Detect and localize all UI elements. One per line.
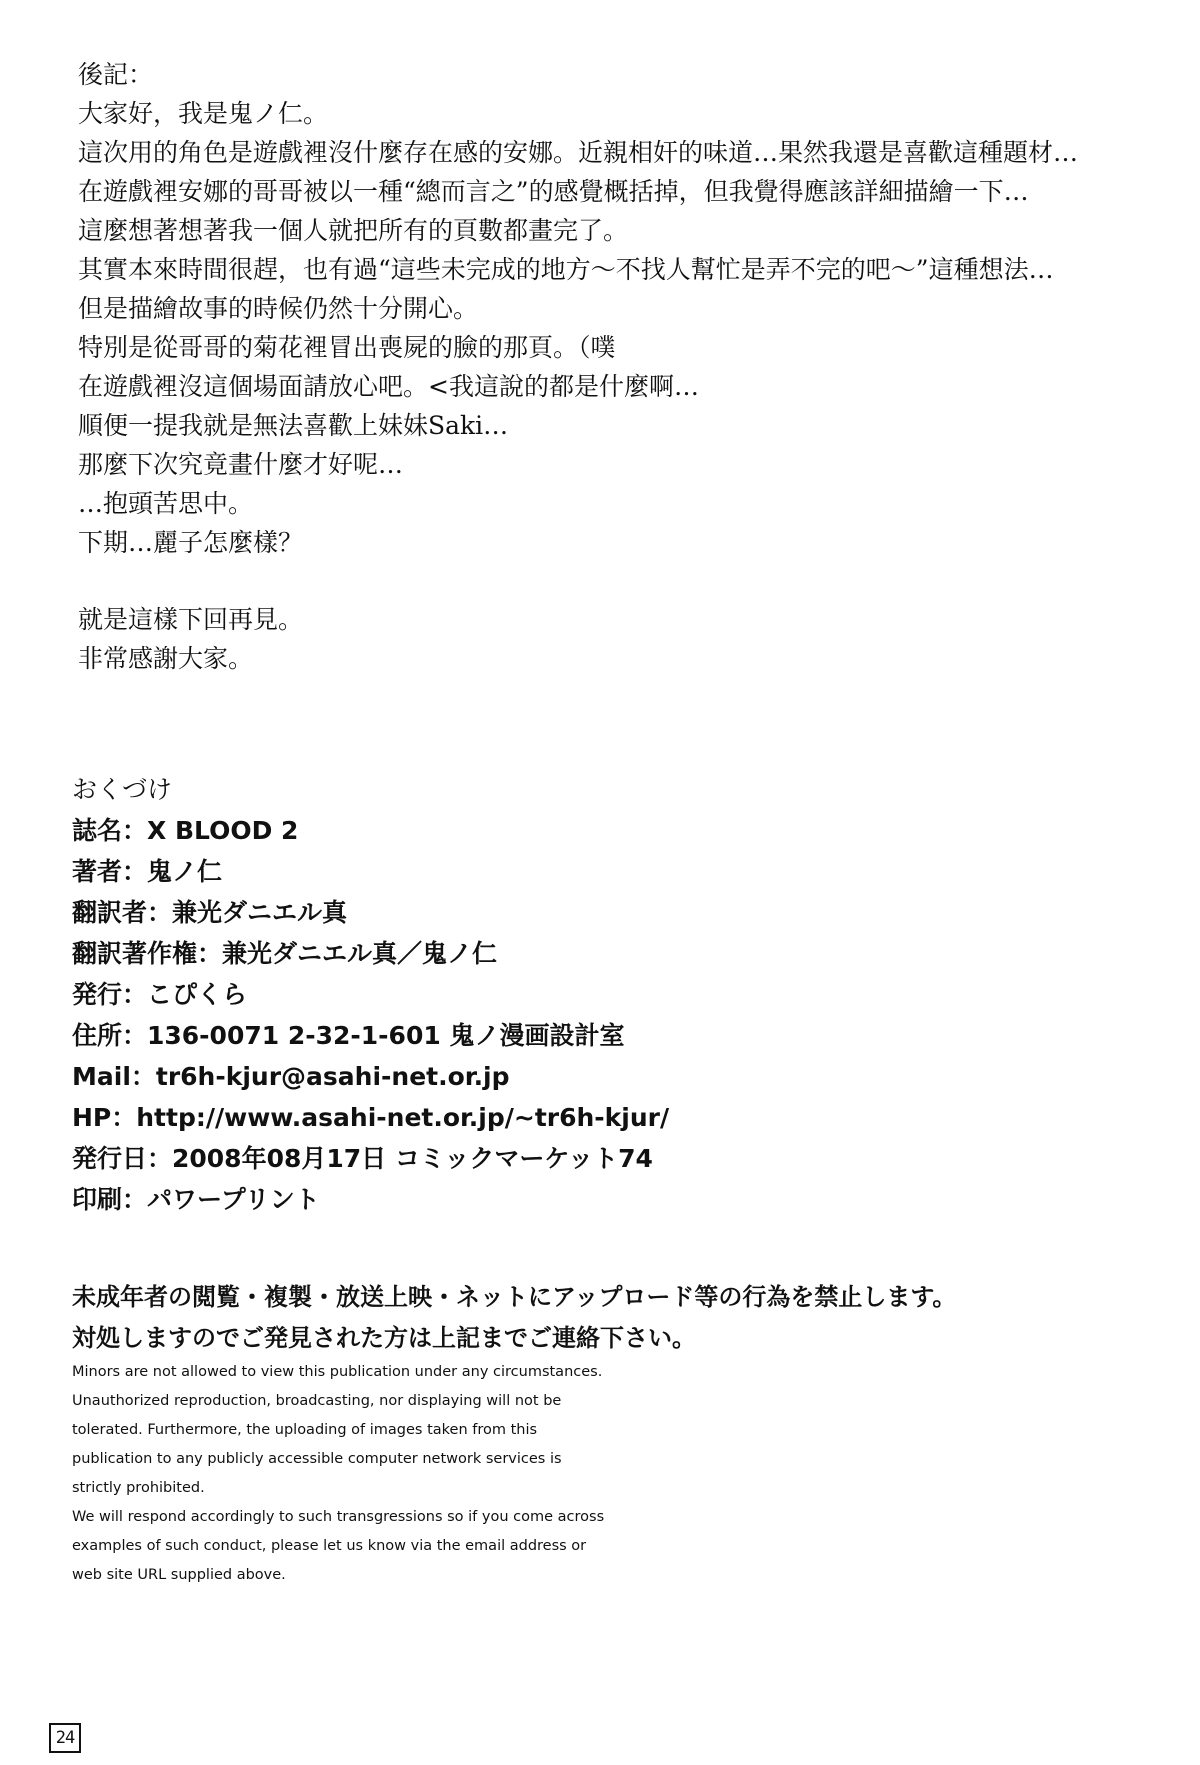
afterword-line: 這次用的角色是遊戲裡沒什麼存在感的安娜。近親相奸的味道…果然我還是喜歡這種題材… [78, 138, 1079, 167]
notice-japanese-line: 未成年者の閲覧・複製・放送上映・ネットにアップロード等の行為を禁止します。 [72, 1283, 957, 1311]
afterword-line: 其實本來時間很趕，也有過“這些未完成的地方～不找人幫忙是弄不完的吧～”這種想法… [78, 255, 1054, 284]
afterword-line: 非常感謝大家。 [78, 644, 254, 673]
colophon-mail: Mail：tr6h-kjur@asahi-net.or.jp [72, 1062, 510, 1091]
notice-english-line: tolerated. Furthermore, the uploading of images taken from this [72, 1422, 538, 1438]
colophon-homepage: HP：http://www.asahi-net.or.jp/~tr6h-kjur/ [72, 1103, 670, 1132]
afterword-line: 在遊戲裡安娜的哥哥被以一種“總而言之”的感覺概括掉，但我覺得應該詳細描繪一下… [78, 177, 1029, 206]
afterword-line: 下期…麗子怎麼樣？ [78, 528, 304, 557]
colophon-publisher: 発行：こぴくら [72, 980, 248, 1009]
notice-japanese-line: 対処しますのでご発見された方は上記までご連絡下さい。 [72, 1324, 696, 1352]
afterword-line: 但是描繪故事的時候仍然十分開心。 [78, 294, 479, 323]
notice-english-line: Minors are not allowed to view this publication under any circumstances. [72, 1364, 603, 1380]
afterword-line: …抱頭苦思中。 [78, 489, 254, 518]
colophon-address: 住所：136-0071 2-32-1-601 鬼ノ漫画設計室 [72, 1021, 625, 1050]
afterword-line: 那麼下次究竟畫什麼才好呢… [78, 450, 404, 479]
notice-english-line: web site URL supplied above. [72, 1567, 286, 1583]
colophon-translation-copyright: 翻訳著作権：兼光ダニエル真／鬼ノ仁 [72, 939, 498, 968]
afterword-line: 大家好，我是鬼ノ仁。 [78, 99, 329, 128]
afterword-line: 這麼想著想著我一個人就把所有的頁數都畫完了。 [78, 216, 629, 245]
afterword-heading: 後記： [78, 60, 154, 89]
colophon-translator: 翻訳者：兼光ダニエル真 [72, 898, 348, 927]
colophon-heading: おくづけ [72, 775, 173, 804]
afterword-line: 順便一提我就是無法喜歡上妹妹Saki… [78, 411, 509, 440]
notice-english-line: strictly prohibited. [72, 1480, 205, 1496]
notice-english-line: Unauthorized reproduction, broadcasting, nor displaying will not be [72, 1393, 562, 1409]
notice-english-line: examples of such conduct, please let us know via the email address or [72, 1538, 587, 1554]
notice-english-line: We will respond accordingly to such transgressions so if you come across [72, 1509, 605, 1525]
colophon-author: 著者：鬼ノ仁 [72, 857, 223, 886]
colophon-printer: 印刷：パワープリント [72, 1185, 320, 1214]
afterword-line: 就是這樣下回再見。 [78, 605, 304, 634]
afterword-line: 特別是從哥哥的菊花裡冒出喪屍的臉的那頁。（噗 [78, 333, 616, 362]
colophon-publish-date: 発行日：2008年08月17日 コミックマーケット74 [72, 1144, 653, 1173]
afterword-line: 在遊戲裡沒這個場面請放心吧。<我這說的都是什麼啊… [78, 372, 699, 401]
colophon-title: 誌名：X BLOOD 2 [72, 816, 299, 845]
page-number: 24 [49, 1723, 81, 1753]
notice-english-line: publication to any publicly accessible computer network services is [72, 1451, 562, 1467]
